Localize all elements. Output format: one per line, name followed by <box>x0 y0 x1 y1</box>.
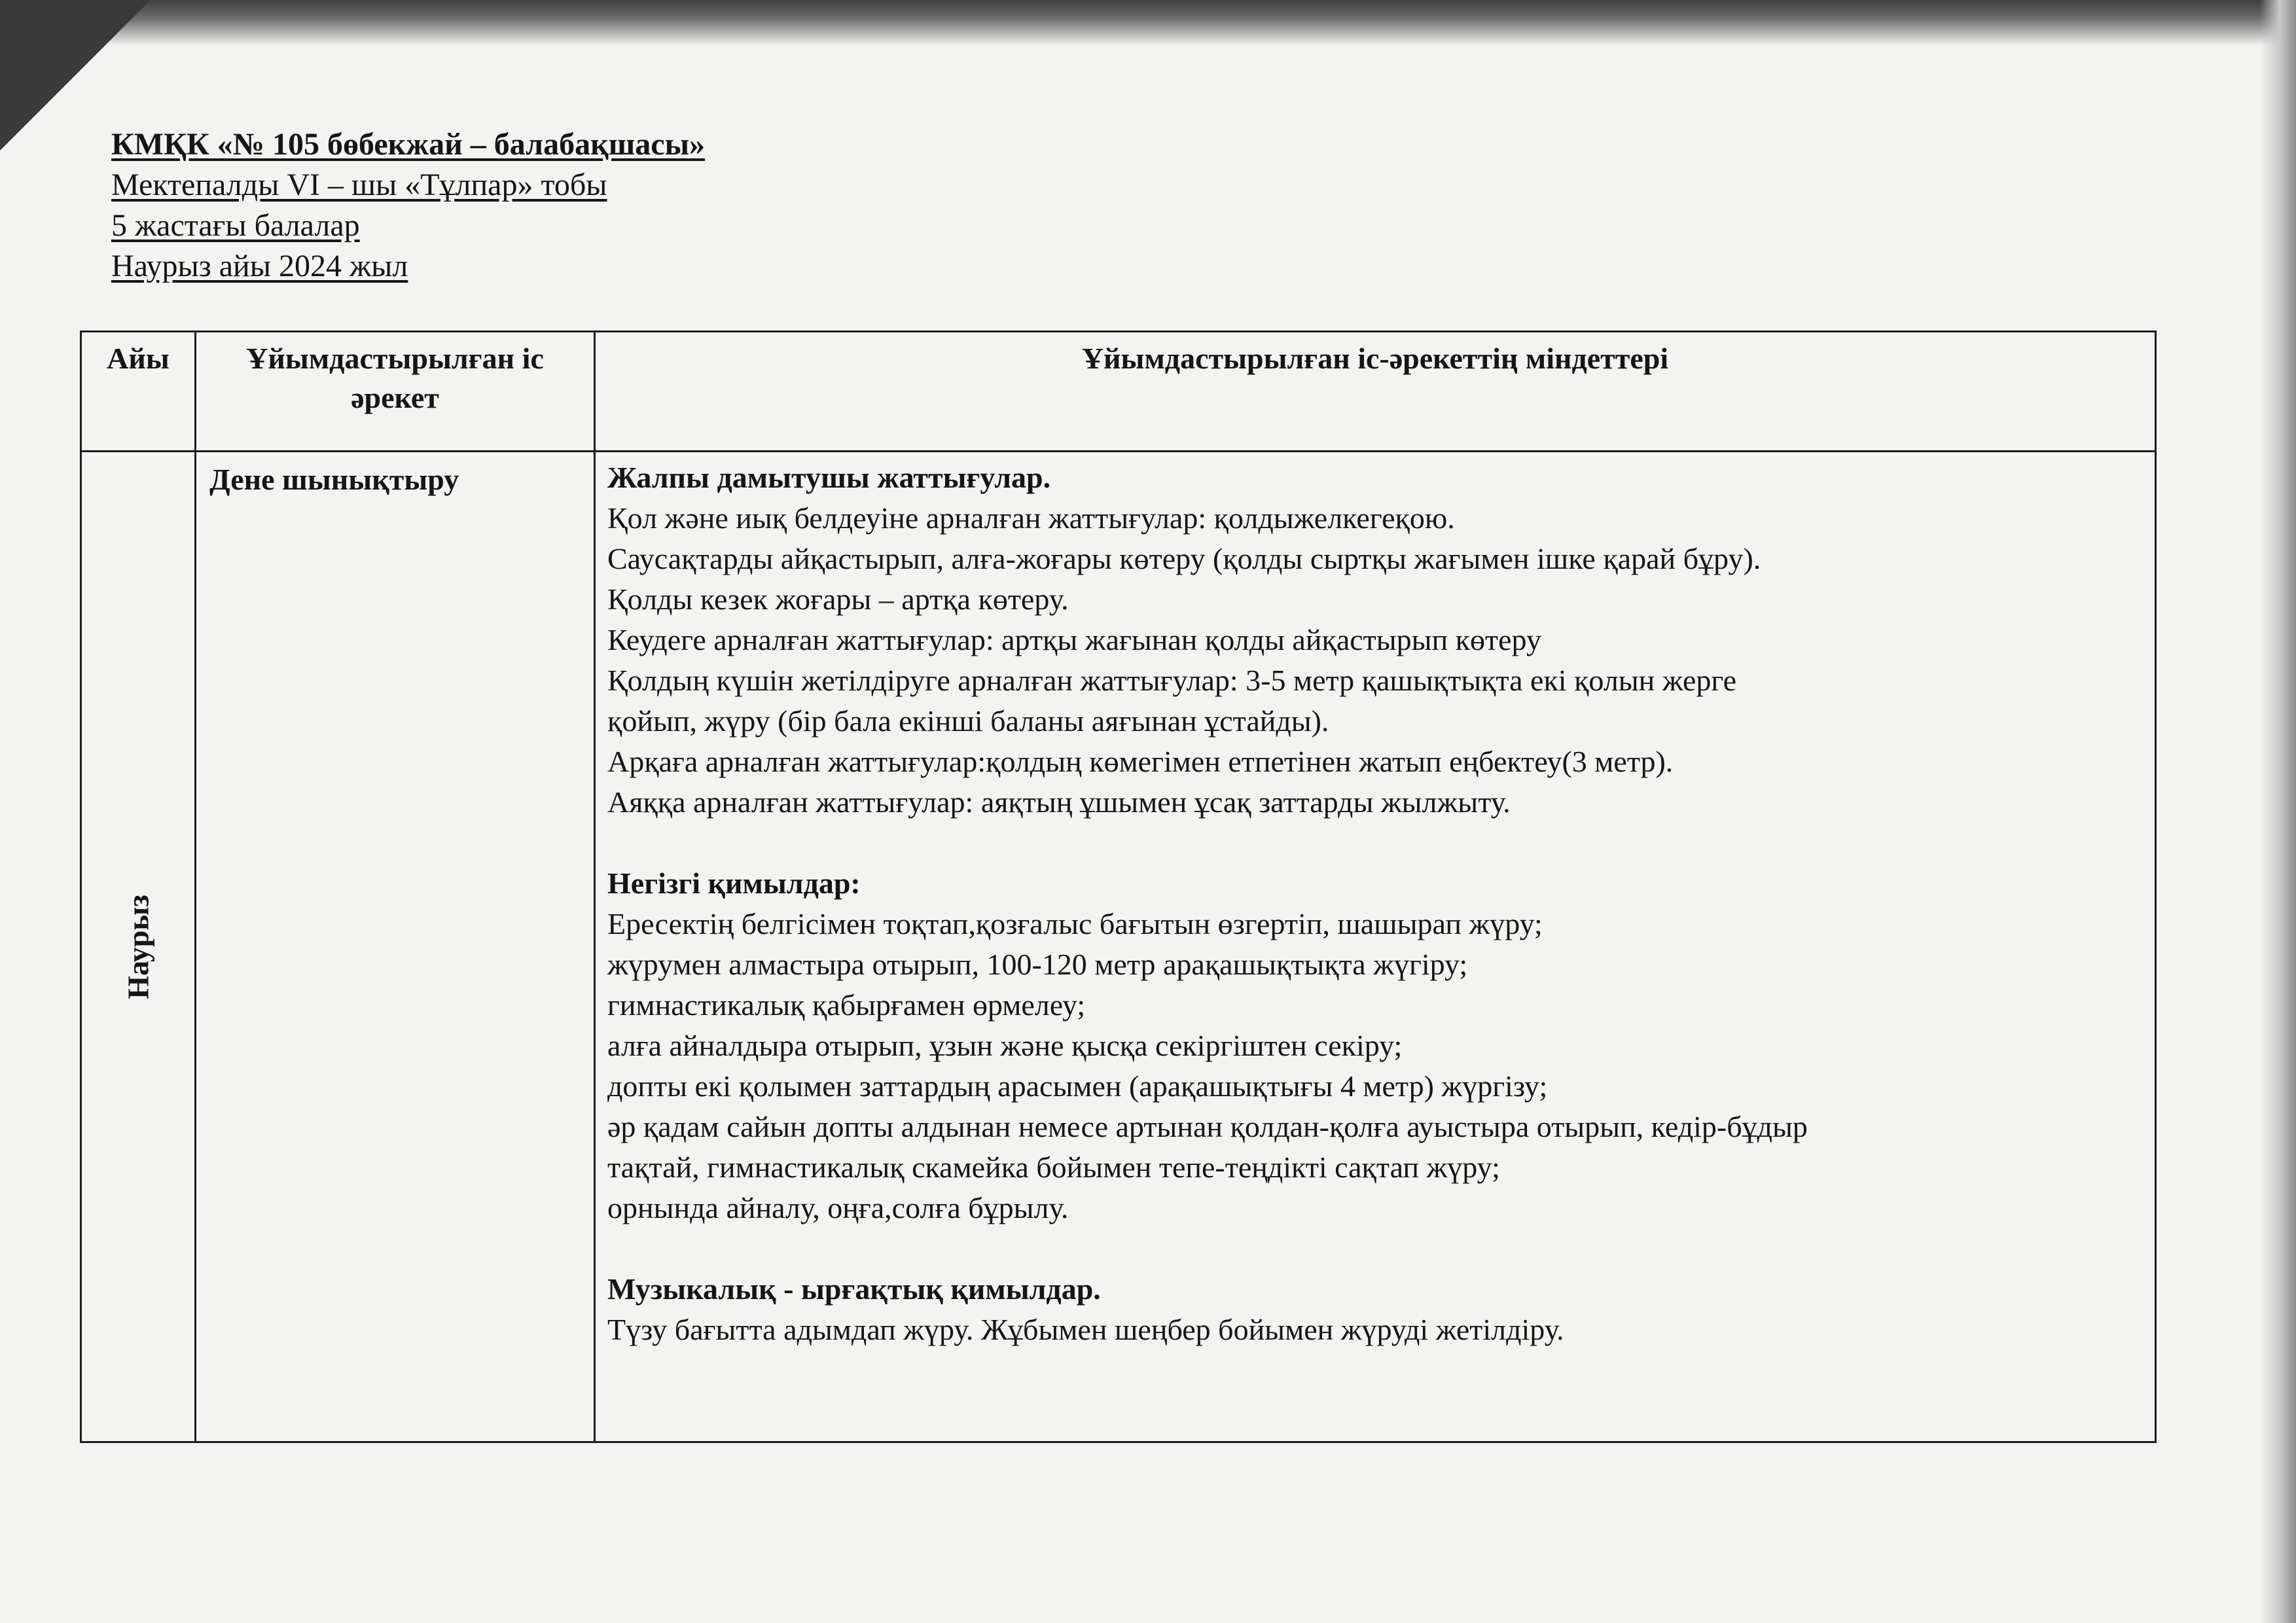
task-line: Аяққа арналған жаттығулар: аяқтың ұшымен ұсақ заттарды жылжыту. <box>607 785 1511 819</box>
section-spacer <box>607 1228 2145 1269</box>
organization-name: КМҚК «№ 105 бөбекжай – балабақшасы» <box>111 127 706 162</box>
task-line: жүрумен алмастыра отырып, 100-120 метр арақашықтықта жүгіру; <box>607 948 1468 981</box>
task-line: Кеудеге арналған жаттығулар: артқы жағынан қолды айқастырып көтеру <box>607 623 1541 656</box>
age-group: 5 жастағы балалар <box>111 208 360 243</box>
task-line: Қолды кезек жоғары – артқа көтеру. <box>607 582 1069 616</box>
section-title: Негізгі қимылдар: <box>607 866 861 900</box>
section-title: Жалпы дамытушы жаттығулар. <box>607 461 1051 494</box>
activity-cell: Дене шынықтыру <box>196 452 595 1442</box>
task-line: әр қадам сайын допты алдынан немесе артынан қолдан-қолға ауыстыра отырып, кедір-бұдыр <box>607 1110 1808 1143</box>
task-line: гимнастикалық қабырғамен өрмелеу; <box>607 988 1086 1022</box>
scan-shadow-right <box>2260 0 2296 1623</box>
column-header-activity: Ұйымдастырылған іс әрекет <box>196 332 595 452</box>
task-line: допты екі қолымен заттардың арасымен (арақашықтығы 4 метр) жүргізу; <box>607 1069 1548 1103</box>
task-line: алға айналдыра отырып, ұзын және қысқа секіргіштен секіру; <box>607 1029 1403 1062</box>
task-line: тақтай, гимнастикалық скамейка бойымен тепе-теңдікті сақтап жүру; <box>607 1150 1500 1184</box>
task-line: орнында айналу, оңға,солға бұрылу. <box>607 1191 1069 1224</box>
column-header-month: Айы <box>81 332 196 452</box>
scan-shadow-top <box>0 0 2296 46</box>
tasks-section-rhythmic-movements <box>607 1269 2145 1350</box>
task-line: Қол және иық белдеуіне арналған жаттығулар: қолдыжелкегеқою. <box>607 501 1455 535</box>
tasks-cell <box>595 452 2156 1442</box>
document-header <box>111 124 705 287</box>
table-row <box>81 452 2156 1442</box>
column-header-tasks: Ұйымдастырылған іс-әрекеттің міндеттері <box>595 332 2156 452</box>
month-cell <box>81 452 196 1442</box>
task-line: қойып, жүру (бір бала екінші баланы аяғынан ұстайды). <box>607 704 1329 738</box>
task-line: Арқаға арналған жаттығулар:қолдың көмегімен етпетінен жатып еңбектеу(3 метр). <box>607 745 1674 778</box>
month-label: Наурыз <box>121 894 155 999</box>
group-name: Мектепалды VI – шы «Тұлпар» тобы <box>111 168 607 202</box>
task-line: Ересектің белгісімен тоқтап,қозғалыс бағытын өзгертіп, шашырап жүру; <box>607 907 1543 940</box>
tasks-section-general-exercises <box>607 457 2145 823</box>
tasks-section-basic-movements <box>607 863 2145 1228</box>
section-spacer <box>607 823 2145 863</box>
section-title: Музыкалық - ырғақтық қимылдар. <box>607 1272 1101 1306</box>
plan-period: Наурыз айы 2024 жыл <box>111 249 408 283</box>
task-line: Саусақтарды айқастырып, алға-жоғары көтеру (қолды сыртқы жағымен ішке қарай бұру). <box>607 542 1761 575</box>
activity-plan-table <box>80 330 2157 1443</box>
table-header-row <box>81 332 2156 452</box>
task-line: Түзу бағытта адымдап жүру. Жұбымен шеңбер бойымен жүруді жетілдіру. <box>607 1313 1564 1346</box>
task-line: Қолдың күшін жетілдіруге арналған жаттығулар: 3-5 метр қашықтықта екі қолын жерге <box>607 664 1737 697</box>
